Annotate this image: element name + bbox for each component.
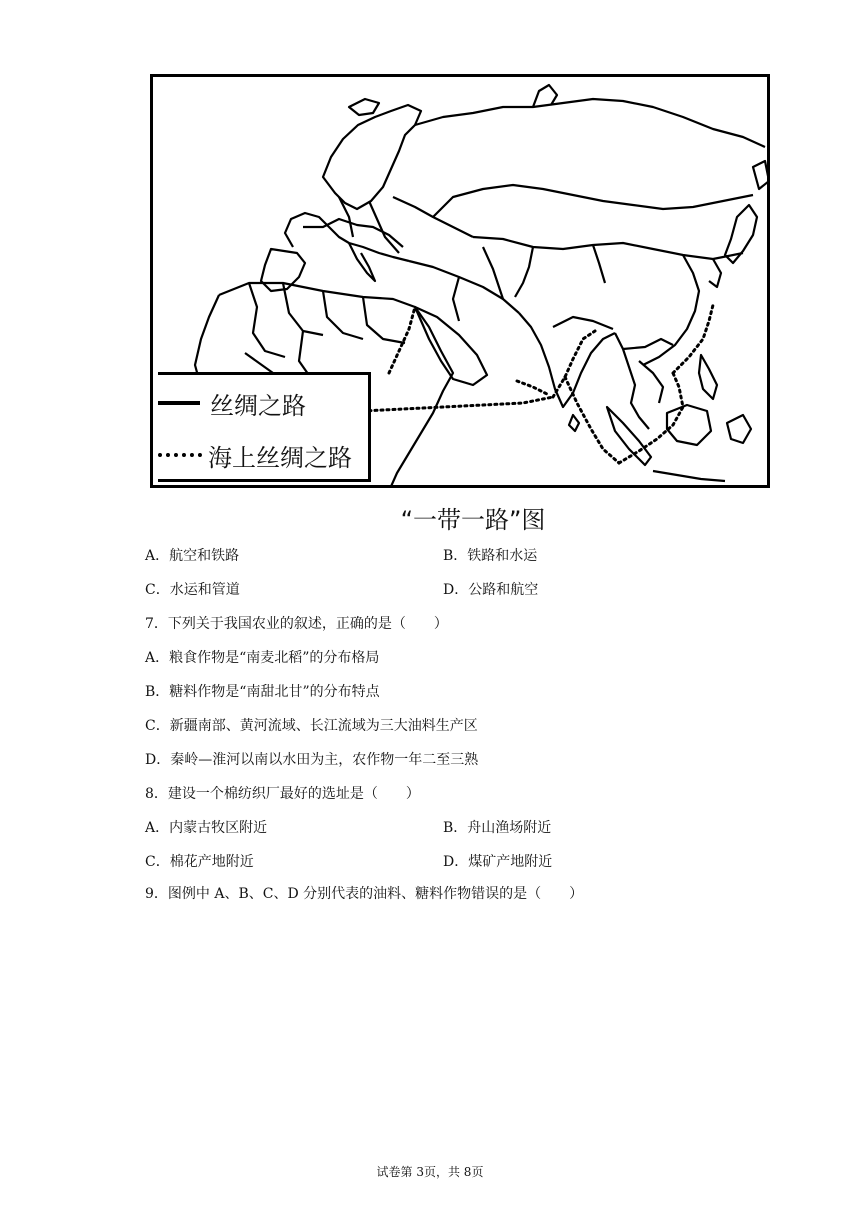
q6-option-d: D．公路和航空 <box>443 582 539 598</box>
q7-stem: 7．下列关于我国农业的叙述，正确的是（ ） <box>145 616 448 632</box>
q6-option-c: C．水运和管道 <box>145 582 240 598</box>
q8-option-b: B．舟山渔场附近 <box>443 820 552 836</box>
belt-and-road-map <box>150 74 770 488</box>
q9-stem: 9．图例中 A、B、C、D 分别代表的油料、糖料作物错误的是（ ） <box>145 886 584 902</box>
q8-option-a: A．内蒙古牧区附近 <box>145 820 268 836</box>
q8-stem: 8．建设一个棉纺织厂最好的选址是（ ） <box>145 786 420 802</box>
map-caption: “一带一路”图 <box>400 506 546 534</box>
q8-option-c: C．棉花产地附近 <box>145 854 254 870</box>
legend-item-maritime-silk-road <box>158 435 352 475</box>
q7-option-b: B．糖料作物是“南甜北甘”的分布特点 <box>145 684 380 700</box>
q8-option-d: D．煤矿产地附近 <box>443 854 553 870</box>
solid-line-icon <box>158 401 200 405</box>
dotted-line-icon <box>158 453 202 457</box>
legend-label-silk-road: 丝绸之路 <box>210 391 306 420</box>
map-legend <box>158 372 371 482</box>
q7-option-d: D．秦岭—淮河以南以水田为主，农作物一年二至三熟 <box>145 752 479 768</box>
page-footer: 试卷第 3页，共 8页 <box>376 1165 484 1179</box>
legend-item-silk-road <box>158 383 306 423</box>
q6-option-a: A．航空和铁路 <box>145 548 240 564</box>
legend-label-maritime-silk-road: 海上丝绸之路 <box>208 443 352 472</box>
q7-option-a: A．粮食作物是“南麦北稻”的分布格局 <box>145 650 380 666</box>
q6-option-b: B．铁路和水运 <box>443 548 538 564</box>
q7-option-c: C．新疆南部、黄河流域、长江流域为三大油料生产区 <box>145 718 478 734</box>
